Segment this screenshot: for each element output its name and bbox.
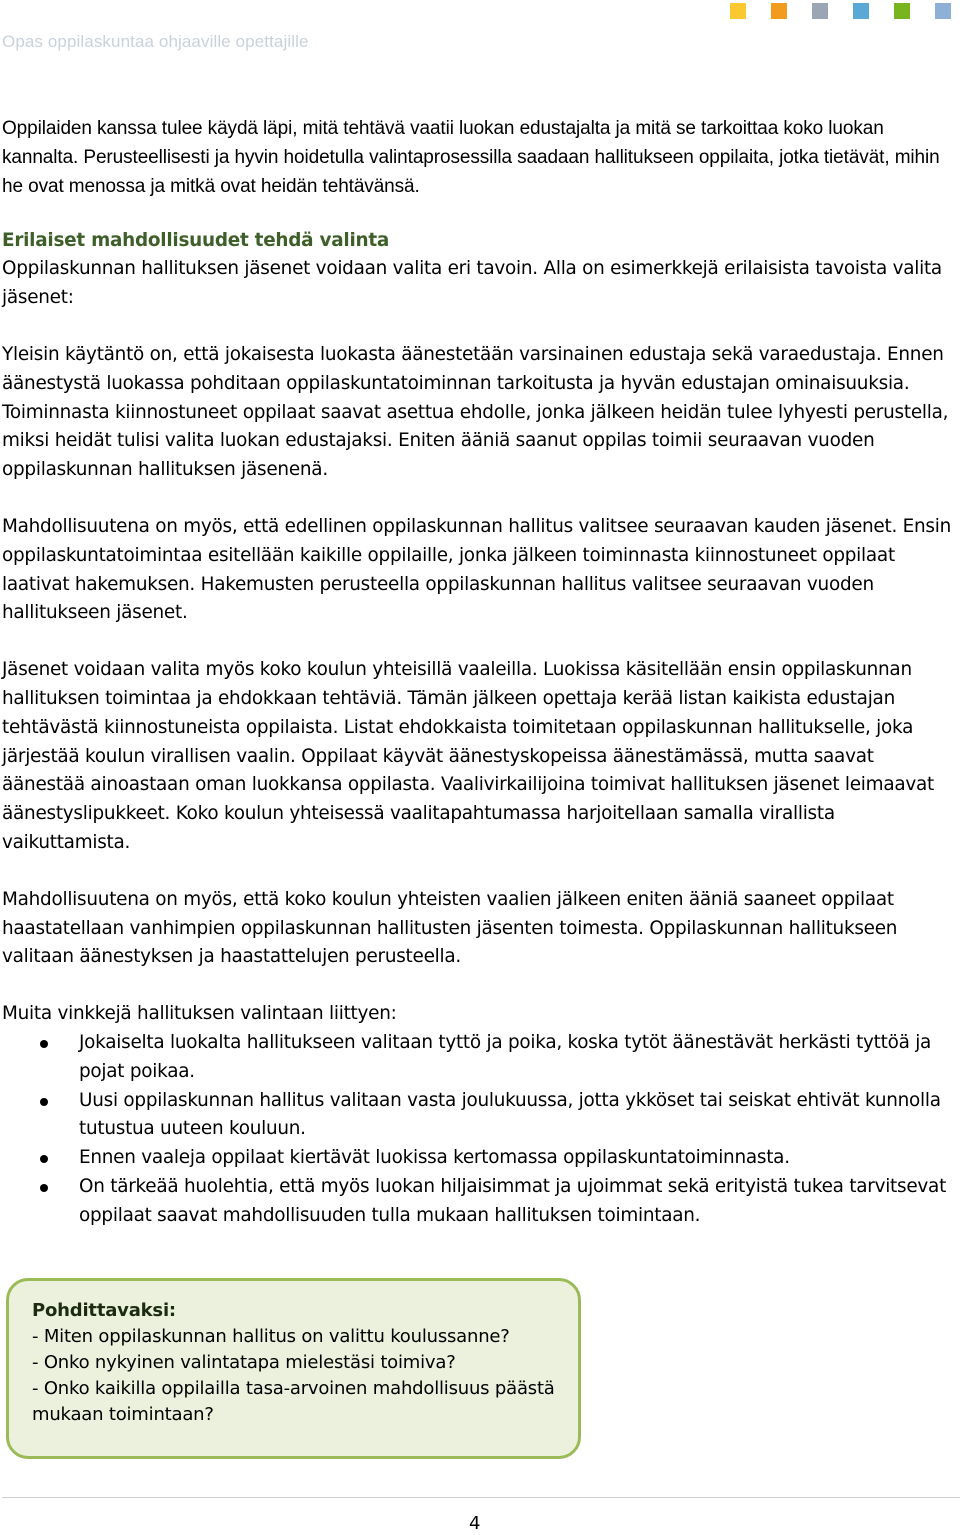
main-content [2,115,952,1231]
tips-list [2,1029,952,1231]
footer-divider [2,1497,960,1498]
list-item: Jokaiselta luokalta hallitukseen valitaan tyttö ja poika, koska tytöt äänestävät herkästi tyttöä ja pojat poikaa. [2,1029,952,1087]
section-intro-paragraph: Oppilaskunnan hallituksen jäsenet voidaan valita eri tavoin. Alla on esimerkkejä erilaisista tavoista valita jäsenet: [2,258,942,309]
paragraph: Mahdollisuutena on myös, että koko koulun yhteisten vaalien jälkeen eniten ääniä saaneet oppilaat haastatellaan vanhimpien oppilaskunnan hallitusten jäsenten toimesta. Oppilaskunnan hallitukseen valitaan äänestyksen ja haastattelujen perusteella. [2,888,898,968]
yellow-square [730,3,746,19]
reflection-callout-box [6,1278,581,1459]
lightblue-square [853,3,869,19]
document-header-title: Opas oppilaskuntaa ohjaaville opettajille [2,32,309,51]
paragraph: Jäsenet voidaan valita myös koko koulun yhteisillä vaaleilla. Luokissa käsitellään ensin oppilaskunnan hallituksen toimintaa ja ehdokkaan tehtäviä. Tämän jälkeen opettaja kerää listan kaikista edustajan tehtävästä kiinnostuneista oppilaista. Listat ehdokkaista toimitetaan oppilaskunnan hallitukselle, joka järjestää koulun virallisen vaalin. Oppilaat käyvät äänestyskopeissa äänestämässä, mutta saavat äänestää ainoastaan oman luokkansa oppilasta. Vaalivirkailijoina toimivat hallituksen jäsenet leimaavat äänestyslipukkeet. Koko koulun yhteisessä vaalitapahtumassa harjoitellaan samalla virallista vaikuttamista. [2,659,934,853]
green-square [894,3,910,19]
paragraph: Yleisin käytäntö on, että jokaisesta luokasta äänestetään varsinainen edustaja sekä varaedustaja. Ennen äänestystä luokassa pohditaan oppilaskuntatoiminnan tarkoitusta ja hyvän edustajan ominaisuuksia. Toiminnasta kiinnostuneet oppilaat saavat asettua ehdolle, jonka jälkeen heidän tulee lyhyesti perustella, miksi heidät tulisi valita luokan edustajaksi. Eniten ääniä saanut oppilas toimii seuraavan vuoden oppilaskunnan hallituksen jäsenenä. [2,343,949,481]
tips-intro: Muita vinkkejä hallituksen valintaan liittyen: [2,1003,397,1025]
gray-square [812,3,828,19]
page-number: 4 [469,1513,481,1534]
steelblue-square [935,3,951,19]
callout-title: Pohdittavaksi: [32,1300,176,1321]
list-item: Ennen vaaleja oppilaat kiertävät luokissa kertomassa oppilaskuntatoiminnasta. [2,1144,952,1173]
callout-line: - Onko kaikilla oppilailla tasa-arvoinen mahdollisuus päästä mukaan toimintaan? [32,1378,555,1425]
list-item: On tärkeää huolehtia, että myös luokan hiljaisimmat ja ujoimmat sekä erityistä tukea tarvitsevat oppilaat saavat mahdollisuuden tulla mukaan hallituksen toimintaan. [2,1173,952,1231]
callout-line: - Onko nykyinen valintatapa mielestäsi toimiva? [32,1352,456,1373]
orange-square [771,3,787,19]
list-item: Uusi oppilaskunnan hallitus valitaan vasta joulukuussa, jotta ykköset tai seiskat ehtivät kunnolla tutustua uuteen kouluun. [2,1087,952,1145]
section-heading: Erilaiset mahdollisuudet tehdä valinta [2,230,390,252]
paragraph: Mahdollisuutena on myös, että edellinen oppilaskunnan hallitus valitsee seuraavan kauden jäsenet. Ensin oppilaskuntatoimintaa esitellään kaikille oppilaille, jonka jälkeen toiminnasta kiinnostuneet oppilaat laativat hakemuksen. Hakemusten perusteella oppilaskunnan hallitus valitsee seuraavan vuoden hallitukseen jäsenet. [2,515,952,624]
intro-paragraph: Oppilaiden kanssa tulee käydä läpi, mitä tehtävä vaatii luokan edustajalta ja mitä se tarkoittaa koko luokan kannalta. Perusteellisesti ja hyvin hoidetulla valintaprosessilla saadaan hallitukseen oppilaita, jotka tietävät, mihin he ovat menossa ja mitkä ovat heidän tehtävänsä. [2,118,940,197]
callout-line: - Miten oppilaskunnan hallitus on valittu koulussanne? [32,1326,510,1347]
